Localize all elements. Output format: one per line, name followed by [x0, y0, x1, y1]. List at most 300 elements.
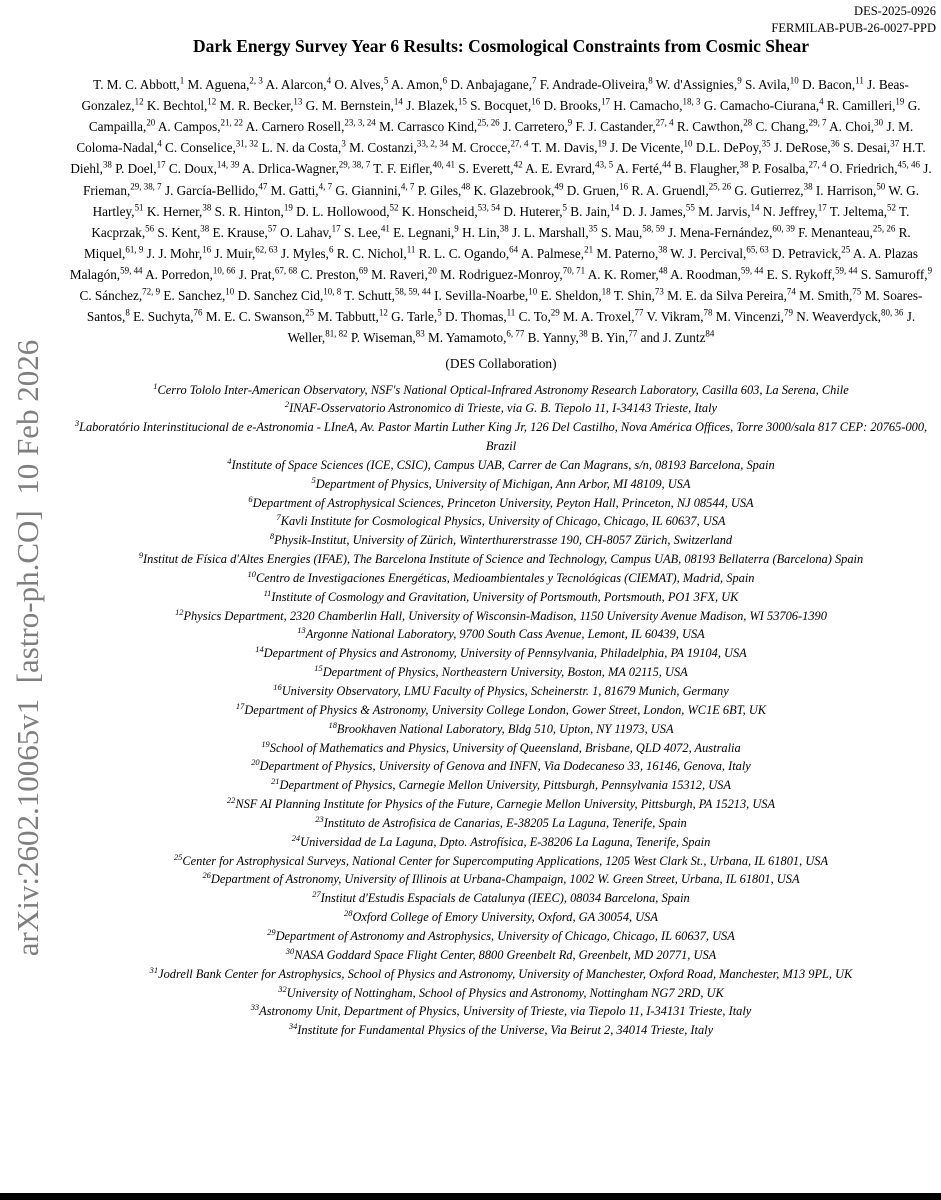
affiliation: $^{30}$NASA Goddard Space Flight Center, 8800 Greenbelt Rd, Greenbelt, MD 20771, USA: [285, 945, 717, 962]
author-affiliation-superscript: 55: [685, 202, 695, 213]
author-affiliation-superscript: 12: [378, 307, 388, 318]
affiliation: $^8$Physik-Institut, University of Zürich, Winterthurerstrasse 190, CH-8057 Zürich, Switzerland: [269, 531, 733, 548]
author: E. Legnani,$^9$: [393, 223, 459, 240]
author-affiliation-superscript: 17: [817, 202, 827, 213]
author: M. Crocce,$^{27, 4}$: [451, 138, 529, 156]
author-affiliation-superscript: 17: [331, 223, 341, 234]
affiliation: $^{22}$NSF AI Planning Institute for Physics of the Future, Carnegie Mellon University, Pittsburgh, PA 15213, USA: [226, 794, 776, 812]
collaboration-label: (DES Collaboration): [445, 355, 557, 371]
author-affiliation-superscript: 38: [499, 223, 509, 234]
affiliation-number: 23: [315, 813, 324, 824]
affiliation: $^{12}$Physics Department, 2320 Chamberlin Hall, University of Wisconsin-Madison, 1150 University Avenue Madison, WI 53706-1390: [175, 606, 827, 623]
author: P. Fosalba,$^{27, 4}$: [751, 159, 827, 177]
author: L. N. da Costa,$^3$: [261, 138, 346, 156]
author-affiliation-superscript: 65, 63: [746, 244, 769, 255]
author-affiliation-superscript: 43, 5: [595, 159, 614, 170]
affiliation: $^{20}$Department of Physics, University of Genova and INFN, Via Dodecaneso 33, 16146, Genova, Italy: [251, 757, 751, 774]
author-affiliation-superscript: 25, 26: [872, 223, 896, 234]
author-affiliation-superscript: 14: [610, 202, 620, 213]
author-affiliation-superscript: 38: [803, 181, 813, 192]
author-affiliation-superscript: 6: [328, 244, 334, 255]
author: W. J. Percival,$^{65, 63}$: [670, 244, 769, 261]
author-affiliation-superscript: 64: [509, 244, 519, 255]
author: K. Herner,$^{38}$: [146, 202, 212, 219]
author-affiliation-superscript: 29, 38, 7: [130, 181, 162, 192]
author: G. Campailla,$^{20}$: [88, 98, 921, 135]
affiliation-number: 34: [288, 1021, 298, 1032]
affiliation: $^2$INAF-Osservatorio Astronomico di Trieste, via G. B. Tiepolo 11, I-34143 Trieste, Italy: [284, 399, 718, 416]
author: A. Amon,$^6$: [390, 75, 448, 92]
affiliation-number: 21: [271, 776, 280, 787]
author: F. J. Castander,$^{27, 4}$: [575, 117, 674, 135]
author-affiliation-superscript: 3: [341, 138, 346, 149]
author: C. To,$^{29}$: [518, 307, 560, 325]
author: D. Petravick,$^{25}$: [772, 244, 851, 261]
affiliation: $^{26}$Department of Astronomy, University of Illinois at Urbana-Champaign, 1002 W. Green Street, Urbana, IL 61801, USA: [202, 870, 800, 887]
author-affiliation-superscript: 35: [588, 223, 598, 234]
author: G. Camacho-Ciurana,$^4$: [703, 96, 824, 113]
affiliation: $^{25}$Center for Astrophysical Surveys, National Center for Supercomputing Applications, 1205 West Clark St., Urbana, IL 61801, USA: [173, 851, 829, 868]
author-affiliation-superscript: 59, 44: [740, 265, 764, 276]
affiliation-number: 1: [153, 380, 158, 391]
author: M. Smith,$^{75}$: [799, 286, 862, 304]
affiliation: $^1$Cerro Tololo Inter-American Observatory, NSF's National Optical-Infrared Astronomy Research Laboratory, Casilla 603, La Serena, Chile: [153, 380, 849, 397]
author-affiliation-superscript: 5: [383, 75, 389, 86]
author-affiliation-superscript: 18: [601, 286, 611, 297]
author-affiliation-superscript: 19: [597, 138, 607, 149]
author: C. Sánchez,$^{72, 9}$: [79, 286, 161, 304]
affiliation-number: 8: [269, 531, 275, 542]
author: M. Costanzi,$^{33, 2, 34}$: [349, 138, 449, 156]
author-affiliation-superscript: 25, 26: [477, 117, 500, 128]
author-affiliation-superscript: 21: [584, 244, 594, 255]
author-affiliation-superscript: 7: [532, 75, 537, 86]
affiliation-number: 14: [255, 644, 264, 655]
author-affiliation-superscript: 19: [283, 202, 293, 213]
affiliation-number: 9: [138, 549, 144, 560]
author: R. L. C. Ogando,$^{64}$: [418, 244, 519, 261]
author: D. J. James,$^{55}$: [622, 202, 695, 219]
author: J. Blazek,$^{15}$: [406, 96, 467, 113]
author-affiliation-superscript: 52: [389, 202, 399, 213]
author-affiliation-superscript: 75: [852, 286, 862, 297]
author-affiliation-superscript: 10: [225, 286, 235, 297]
author: O. Friedrich,$^{45, 46}$: [829, 159, 920, 177]
author: J. Beas-Gonzalez,$^{12}$: [81, 76, 909, 113]
author: J. Mena-Fernández,$^{60, 39}$: [668, 223, 795, 240]
author: T. Jeltema,$^{52}$: [829, 202, 896, 219]
author: D. Gruen,$^{16}$: [566, 181, 629, 198]
author: A. Alarcon,$^4$: [265, 75, 332, 92]
author: A. K. Romer,$^{48}$: [587, 265, 668, 282]
author-affiliation-superscript: 6: [442, 75, 448, 86]
author-affiliation-superscript: 8: [125, 307, 130, 318]
author: M. Paterno,$^{38}$: [596, 244, 668, 261]
affiliation: $^{28}$Oxford College of Emory University, Oxford, GA 30054, USA: [344, 908, 658, 925]
author-affiliation-superscript: 9: [737, 75, 742, 86]
author: R. Miquel,$^{61, 9}$: [83, 224, 911, 261]
author-affiliation-superscript: 52: [887, 202, 896, 213]
author-affiliation-superscript: 13: [293, 96, 303, 107]
author: M. Raveri,$^{20}$: [371, 265, 437, 282]
author: T. F. Eifler,$^{40, 41}$: [373, 159, 455, 177]
author-affiliation-superscript: 5: [562, 202, 567, 213]
author: I. Sevilla-Noarbe,$^{10}$: [434, 286, 538, 304]
author: B. Yanny,$^{38}$: [527, 328, 588, 346]
author: M. Yamamoto,$^{6, 77}$: [427, 328, 525, 346]
affiliation-number: 4: [227, 455, 232, 466]
affiliation: $^{34}$Institute for Fundamental Physics of the Universe, Via Beirut 2, 34014 Trieste, Italy: [288, 1021, 714, 1038]
author-affiliation-superscript: 11: [406, 244, 416, 255]
affiliation: $^{10}$Centro de Investigaciones Energéticas, Medioambientales y Tecnológicas (CIEMAT), Madrid, Spain: [247, 568, 755, 585]
author-affiliation-superscript: 25, 26: [708, 181, 732, 192]
affiliation-number: 19: [261, 738, 270, 749]
affiliation-number: 11: [263, 587, 272, 598]
author: A. Choi,$^{30}$: [829, 117, 884, 135]
author: A. Carnero Rosell,$^{23, 3, 24}$: [245, 117, 376, 135]
author: A. Porredon,$^{10, 66}$: [145, 265, 236, 282]
affiliation-number: 3: [74, 418, 80, 429]
author: D. L. Hollowood,$^{52}$: [296, 202, 399, 219]
author: R. Camilleri,$^{19}$: [826, 96, 905, 113]
author-affiliation-superscript: 38: [739, 159, 749, 170]
author-affiliation-superscript: 16: [202, 244, 212, 255]
affiliation: $^4$Institute of Space Sciences (ICE, CSIC), Campus UAB, Carrer de Can Magrans, s/n, 08193 Barcelona, Spain: [227, 455, 775, 472]
author: T. M. C. Abbott,$^1$: [93, 75, 185, 92]
author: C. Conselice,$^{31, 32}$: [165, 138, 259, 156]
affiliation: $^{15}$Department of Physics, Northeastern University, Boston, MA 02115, USA: [314, 663, 688, 680]
author: H. Camacho,$^{18, 3}$: [613, 96, 701, 113]
author: J. Carretero,$^9$: [502, 117, 573, 135]
author: S. Everett,$^{42}$: [458, 159, 523, 177]
author-affiliation-superscript: 58, 59: [642, 223, 665, 234]
author-affiliation-superscript: 15: [457, 96, 467, 107]
author-affiliation-superscript: 72, 9: [142, 286, 161, 297]
author: A. E. Evrard,$^{43, 5}$: [525, 159, 614, 177]
author-affiliation-superscript: 14, 39: [216, 159, 240, 170]
author-list: [68, 74, 934, 349]
author: B. Flaugher,$^{38}$: [674, 159, 749, 177]
author: W. d'Assignies,$^9$: [655, 75, 742, 92]
author-affiliation-superscript: 50: [876, 181, 886, 192]
author-affiliation-superscript: 12: [134, 96, 144, 107]
affiliation: $^{13}$Argonne National Laboratory, 9700 South Cass Avenue, Lemont, IL 60439, USA: [297, 625, 705, 642]
affiliation-number: 31: [149, 964, 159, 975]
author: T. M. Davis,$^{19}$: [531, 138, 607, 156]
author-affiliation-superscript: 38: [200, 223, 210, 234]
author: J. Weller,$^{81, 82}$: [287, 309, 916, 346]
author: I. Harrison,$^{50}$: [815, 181, 886, 198]
author-affiliation-superscript: 28: [743, 117, 753, 128]
affiliation: $^{16}$University Observatory, LMU Faculty of Physics, Scheinerstr. 1, 81679 Munich, Germany: [273, 681, 729, 698]
paper-title: Dark Energy Survey Year 6 Results: Cosmological Constraints from Cosmic Shear: [192, 36, 810, 56]
author-affiliation-superscript: 80, 36: [880, 307, 904, 318]
author: T. Shin,$^{73}$: [613, 286, 664, 304]
author: O. Alves,$^5$: [334, 75, 389, 92]
author: E. S. Rykoff,$^{59, 44}$: [766, 265, 858, 282]
author-affiliation-superscript: 45, 46: [897, 159, 920, 170]
report-number-line-1: DES-2025-0926: [854, 4, 936, 18]
author-affiliation-superscript: 9: [927, 265, 933, 276]
affiliation: $^{18}$Brookhaven National Laboratory, Bldg 510, Upton, NY 11973, USA: [328, 719, 674, 736]
affiliation-number: 16: [273, 681, 282, 692]
author-affiliation-superscript: 4, 7: [318, 181, 333, 192]
affiliation-number: 13: [297, 625, 306, 636]
author-affiliation-superscript: 59, 44: [835, 265, 858, 276]
author-affiliation-superscript: 58, 59, 44: [394, 286, 431, 297]
author: A. Campos,$^{21, 22}$: [157, 117, 243, 135]
author-affiliation-superscript: 44: [662, 159, 672, 170]
author-affiliation-superscript: 76: [193, 307, 203, 318]
author: T. Schutt,$^{58, 59, 44}$: [344, 286, 431, 304]
author-affiliation-superscript: 47: [258, 181, 268, 192]
author: E. Sheldon,$^{18}$: [540, 286, 611, 304]
affiliation: $^{19}$School of Mathematics and Physics, University of Queensland, Brisbane, QLD 4072, Australia: [261, 738, 741, 755]
author: G. M. Bernstein,$^{14}$: [305, 96, 403, 113]
author-affiliation-superscript: 79: [783, 307, 793, 318]
author-affiliation-superscript: 8: [648, 75, 653, 86]
author-affiliation-superscript: 62, 63: [255, 244, 278, 255]
author-affiliation-superscript: 56: [145, 223, 155, 234]
author: H.T. Diehl,$^{38}$: [70, 140, 926, 177]
affiliation: $^9$Institut de Física d'Altes Energies (IFAE), The Barcelona Institute of Science and Technology, Campus UAB, 08193 Bellaterra (Barcelona) Spain: [138, 549, 864, 567]
author-affiliation-superscript: 10, 66: [212, 265, 236, 276]
author: O. Lahav,$^{17}$: [280, 223, 341, 240]
author: M. Gatti,$^{4, 7}$: [270, 181, 333, 198]
author-affiliation-superscript: 10, 8: [323, 286, 342, 297]
author: D.L. DePoy,$^{35}$: [695, 138, 771, 156]
author-affiliation-superscript: 38: [202, 202, 212, 213]
author: C. Doux,$^{14, 39}$: [168, 159, 240, 177]
author: T. Kacprzak,$^{56}$: [91, 203, 910, 240]
affiliation-number: 10: [247, 568, 256, 579]
author: and J. Zuntz$^{84}$: [640, 328, 715, 346]
author-affiliation-superscript: 4: [819, 96, 824, 107]
affiliation-number: 22: [226, 794, 236, 805]
author-affiliation-superscript: 38: [102, 159, 112, 170]
author-affiliation-superscript: 4, 7: [400, 181, 415, 192]
author-affiliation-superscript: 60, 39: [772, 223, 795, 234]
author-affiliation-superscript: 35: [761, 138, 771, 149]
affiliation: $^{29}$Department of Astronomy and Astrophysics, University of Chicago, Chicago, IL 60637, USA: [267, 926, 735, 943]
affiliation-number: 18: [328, 719, 337, 730]
author-affiliation-superscript: 40, 41: [432, 159, 455, 170]
author: J. Frieman,$^{29, 38, 7}$: [83, 161, 932, 198]
author-affiliation-superscript: 29, 7: [808, 117, 827, 128]
affiliation-number: 27: [312, 889, 321, 900]
author-affiliation-superscript: 53, 54: [477, 202, 501, 213]
affiliation: $^{11}$Institute of Cosmology and Gravitation, University of Portsmouth, Portsmouth, PO1 3FX, UK: [263, 587, 739, 604]
author: M. Carrasco Kind,$^{25, 26}$: [379, 117, 500, 135]
author-affiliation-superscript: 1: [179, 75, 185, 86]
affiliation: $^{14}$Department of Physics and Astronomy, University of Pennsylvania, Philadelphia, PA 19104, USA: [255, 644, 747, 661]
author-affiliation-superscript: 77: [634, 307, 644, 318]
author: R. A. Gruendl,$^{25, 26}$: [631, 181, 732, 198]
author-affiliation-superscript: 29, 38, 7: [338, 159, 371, 170]
author: J. M. Coloma-Nadal,$^4$: [76, 119, 914, 156]
author: E. Suchyta,$^{76}$: [133, 307, 203, 325]
author: J. García-Bellido,$^{47}$: [164, 181, 268, 198]
author: M. E. C. Swanson,$^{25}$: [205, 307, 315, 325]
author-affiliation-superscript: 25: [841, 244, 851, 255]
author: S. Mau,$^{58, 59}$: [600, 223, 665, 240]
author: A. Roodman,$^{59, 44}$: [670, 265, 764, 282]
author: J. DeRose,$^{36}$: [773, 138, 840, 156]
author: D. Sanchez Cid,$^{10, 8}$: [237, 286, 342, 304]
paper-content: [66, 0, 936, 1040]
author: J. Myles,$^6$: [280, 244, 334, 261]
author-affiliation-superscript: 38: [578, 328, 588, 339]
affiliation: $^{32}$University of Nottingham, School of Physics and Astronomy, Nottingham NG7 2RD, UK: [278, 983, 724, 1000]
author: E. Sanchez,$^{10}$: [163, 286, 235, 304]
author: D. Thomas,$^{11}$: [444, 307, 516, 325]
author-affiliation-superscript: 41: [380, 223, 390, 234]
author-affiliation-superscript: 61, 9: [125, 244, 144, 255]
author-affiliation-superscript: 42: [513, 159, 523, 170]
author: K. Bechtol,$^{12}$: [146, 96, 217, 113]
report-number-line-2: FERMILAB-PUB-26-0027-PPD: [771, 20, 936, 35]
arxiv-stamp: arXiv:2602.10065v1 [astro-ph.CO] 10 Feb 2026: [10, 339, 45, 957]
author-affiliation-superscript: 20: [146, 117, 156, 128]
affiliation: $^{27}$Institut d'Estudis Espacials de Catalunya (IEEC), 08034 Barcelona, Spain: [312, 889, 690, 906]
author-affiliation-superscript: 4: [157, 138, 162, 149]
author-affiliation-superscript: 11: [506, 307, 516, 318]
affiliation-list: [66, 381, 936, 1041]
author: M. Tabbutt,$^{12}$: [317, 307, 388, 325]
author-affiliation-superscript: 17: [601, 96, 611, 107]
author-affiliation-superscript: 4: [326, 75, 332, 86]
affiliation: $^3$Laboratório Interinstitucional de e-Astronomia - LIneA, Av. Pastor Martin Luther King Jr, 126 Del Castilho, Nova América Offices, Torre 3000/sala 817 CEP: 20765-000, Brazil: [74, 418, 928, 454]
author: J. L. Marshall,$^{35}$: [512, 223, 598, 240]
affiliation: $^{21}$Department of Physics, Carnegie Mellon University, Pittsburgh, Pennsylvania 15312, USA: [271, 776, 731, 793]
author-affiliation-superscript: 21, 22: [220, 117, 243, 128]
author-affiliation-superscript: 27, 4: [655, 117, 674, 128]
author-affiliation-superscript: 14: [393, 96, 403, 107]
author: M. Vincenzi,$^{79}$: [715, 307, 793, 325]
author-affiliation-superscript: 16: [531, 96, 541, 107]
author-affiliation-superscript: 10: [528, 286, 538, 297]
author: S. Samuroff,$^9$: [860, 265, 933, 282]
affiliation: $^{33}$Astronomy Unit, Department of Physics, University of Trieste, via Tiepolo 11, I-34131 Trieste, Italy: [250, 1002, 752, 1019]
author: W. G. Hartley,$^{51}$: [92, 182, 919, 219]
author: C. Chang,$^{29, 7}$: [755, 117, 827, 135]
author-affiliation-superscript: 14: [750, 202, 760, 213]
author: D. Huterer,$^5$: [503, 202, 567, 219]
author: V. Vikram,$^{78}$: [646, 307, 713, 325]
author: G. Giannini,$^{4, 7}$: [335, 181, 415, 198]
author-affiliation-superscript: 27, 4: [808, 159, 827, 170]
author-affiliation-superscript: 29: [550, 307, 560, 318]
author-affiliation-superscript: 25: [305, 307, 315, 318]
author-affiliation-superscript: 10: [683, 138, 693, 149]
author-affiliation-superscript: 36: [830, 138, 840, 149]
author-affiliation-superscript: 6, 77: [506, 328, 525, 339]
author: K. Honscheid,$^{53, 54}$: [401, 202, 501, 219]
affiliation: $^{24}$Universidad de La Laguna, Dpto. Astrofísica, E-38206 La Laguna, Tenerife, Spain: [291, 832, 711, 849]
author-affiliation-superscript: 19: [895, 96, 905, 107]
author-affiliation-superscript: 49: [554, 181, 564, 192]
author-affiliation-superscript: 57: [267, 223, 277, 234]
page-bottom-edge: [0, 1193, 941, 1200]
author-affiliation-superscript: 33, 2, 34: [416, 138, 449, 149]
affiliation-number: 30: [285, 945, 295, 956]
author-affiliation-superscript: 67, 68: [274, 265, 298, 276]
author-affiliation-superscript: 48: [461, 181, 471, 192]
author: M. Rodriguez-Monroy,$^{70, 71}$: [440, 265, 586, 282]
author-affiliation-superscript: 38: [658, 244, 668, 255]
author: M. R. Becker,$^{13}$: [219, 96, 303, 113]
author-affiliation-superscript: 11: [855, 75, 864, 86]
author: J. Muir,$^{62, 63}$: [214, 244, 278, 261]
author: D. Bacon,$^{11}$: [802, 75, 864, 92]
author-affiliation-superscript: 16: [619, 181, 629, 192]
author-affiliation-superscript: 70, 71: [562, 265, 586, 276]
author-affiliation-superscript: 81, 82: [325, 328, 348, 339]
author: K. Glazebrook,$^{49}$: [473, 181, 564, 198]
author: R. Cawthon,$^{28}$: [676, 117, 753, 135]
affiliation-number: 26: [202, 870, 211, 881]
affiliation-number: 33: [250, 1002, 260, 1013]
author-affiliation-superscript: 9: [454, 223, 459, 234]
author: S. R. Hinton,$^{19}$: [214, 202, 293, 219]
author: J. J. Mohr,$^{16}$: [146, 244, 212, 261]
affiliation: $^7$Kavli Institute for Cosmological Physics, University of Chicago, Chicago, IL 60637, USA: [276, 512, 726, 529]
affiliation-number: 29: [267, 926, 276, 937]
author-affiliation-superscript: 77: [628, 328, 638, 339]
author: G. Gutierrez,$^{38}$: [734, 181, 813, 198]
author: E. Krause,$^{57}$: [212, 223, 277, 240]
author: N. Weaverdyck,$^{80, 36}$: [796, 307, 904, 325]
affiliation-number: 17: [235, 700, 245, 711]
affiliation-number: 7: [276, 512, 281, 523]
affiliation-number: 32: [278, 983, 287, 994]
author: M. Aguena,$^{2, 3}$: [187, 75, 263, 92]
affiliation: $^{23}$Instituto de Astrofisica de Canarias, E-38205 La Laguna, Tenerife, Spain: [315, 813, 687, 830]
author: A. Ferté,$^{44}$: [615, 159, 672, 177]
author: A. Drlica-Wagner,$^{29, 38, 7}$: [241, 159, 371, 177]
author: A. Palmese,$^{21}$: [520, 244, 594, 261]
affiliation-number: 24: [291, 832, 301, 843]
author-affiliation-superscript: 59, 44: [120, 265, 143, 276]
affiliation-number: 28: [344, 908, 353, 918]
author: F. Menanteau,$^{25, 26}$: [798, 223, 896, 240]
author-affiliation-superscript: 84: [705, 328, 715, 339]
author-affiliation-superscript: 2, 3: [249, 75, 263, 86]
author-affiliation-superscript: 83: [415, 328, 425, 339]
author-affiliation-superscript: 31, 32: [235, 138, 259, 149]
author: R. C. Nichol,$^{11}$: [336, 244, 416, 261]
author-affiliation-superscript: 48: [658, 265, 668, 276]
affiliation: $^{17}$Department of Physics & Astronomy, University College London, Gower Street, London, WC1E 6BT, UK: [235, 700, 767, 717]
author-affiliation-superscript: 20: [427, 265, 437, 276]
affiliation: $^5$Department of Physics, University of Michigan, Ann Arbor, MI 48109, USA: [311, 474, 691, 491]
author: P. Wiseman,$^{83}$: [350, 328, 425, 346]
author-affiliation-superscript: 27, 4: [510, 138, 529, 149]
author-affiliation-superscript: 17: [156, 159, 166, 170]
author: S. Bocquet,$^{16}$: [470, 96, 541, 113]
author: H. Lin,$^{38}$: [462, 223, 509, 240]
author: P. Doel,$^{17}$: [115, 159, 166, 177]
author: J. De Vicente,$^{10}$: [609, 138, 693, 156]
affiliation-number: 25: [173, 851, 183, 862]
author: S. Desai,$^{37}$: [842, 138, 900, 156]
author: N. Jeffrey,$^{17}$: [762, 202, 827, 219]
author: M. Soares-Santos,$^8$: [86, 288, 923, 325]
affiliation: $^{31}$Jodrell Bank Center for Astrophysics, School of Physics and Astronomy, University of Manchester, Oxford Road, Manchester, M13 9PL, UK: [149, 964, 853, 981]
author-affiliation-superscript: 18, 3: [682, 96, 701, 107]
author: D. Brooks,$^{17}$: [543, 96, 611, 113]
author: J. Prat,$^{67, 68}$: [238, 265, 298, 282]
